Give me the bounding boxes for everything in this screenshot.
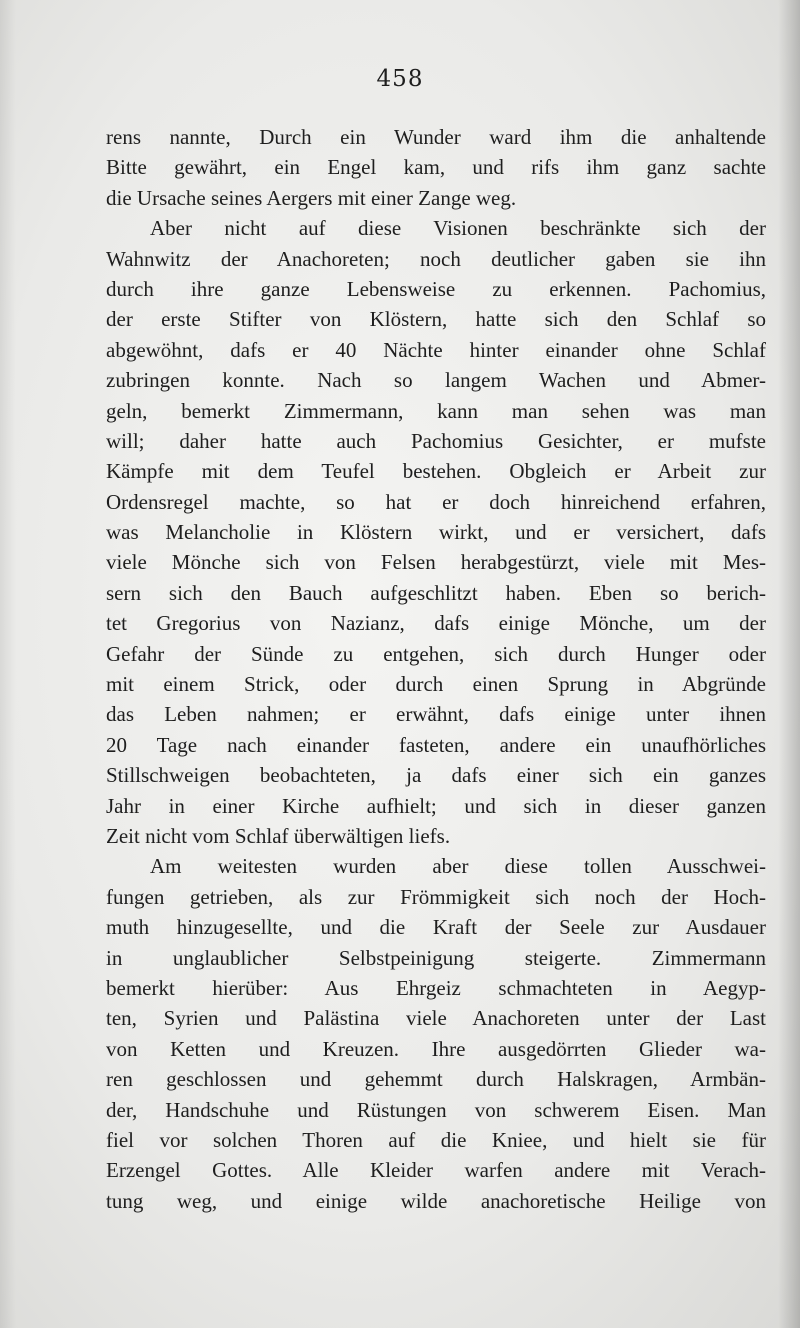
text-line: der, Handschuhe und Rüstungen von schwerem Eisen. Man [106,1097,766,1122]
text-line: Jahr in einer Kirche aufhielt; und sich in dieser ganzen [106,793,766,818]
text-line: ren geschlossen und gehemmt durch Halskragen, Armbän- [106,1067,766,1092]
text-line: fiel vor solchen Thoren auf die Kniee, und hielt sie für [106,1127,766,1152]
text-line: 20 Tage nach einander fasteten, andere ein unaufhörliches [106,732,766,757]
text-line: die Ursache seines Aergers mit einer Zange weg. [106,185,517,210]
text-line: tung weg, und einige wilde anachoretische Heilige von [106,1188,766,1213]
text-line: Am weitesten wurden aber diese tollen Ausschwei- [150,854,766,879]
text-line: muth hinzugesellte, und die Kraft der Seele zur Ausdauer [106,915,766,940]
text-line: Wahnwitz der Anachoreten; noch deutlicher gaben sie ihn [106,246,766,271]
text-line: ten, Syrien und Palästina viele Anachoreten unter der Last [106,1006,766,1031]
text-line: zubringen konnte. Nach so langem Wachen und Abmer- [106,368,766,393]
text-line: in unglaublicher Selbstpeinigung steigerte. Zimmermann [106,945,766,970]
text-line: was Melancholie in Klöstern wirkt, und er versichert, dafs [106,520,766,545]
text-line: Aber nicht auf diese Visionen beschränkte sich der [150,216,766,241]
text-line: abgewöhnt, dafs er 40 Nächte hinter einander ohne Schlaf [106,337,766,362]
text-line: Stillschweigen beobachteten, ja dafs einer sich ein ganzes [106,763,766,788]
text-line: fungen getrieben, als zur Frömmigkeit sich noch der Hoch- [106,884,766,909]
page-edge-shadow [778,0,800,1328]
text-line: durch ihre ganze Lebensweise zu erkennen. Pachomius, [106,276,766,301]
text-line: rens nannte, Durch ein Wunder ward ihm die anhaltende [106,125,766,149]
text-line: sern sich den Bauch aufgeschlitzt haben. Eben so berich- [106,580,766,605]
text-line: bemerkt hierüber: Aus Ehrgeiz schmachteten in Aegyp- [106,975,766,1000]
text-line: will; daher hatte auch Pachomius Gesichter, er mufste [106,428,766,453]
text-line: Erzengel Gottes. Alle Kleider warfen andere mit Verach- [106,1158,766,1183]
text-line: tet Gregorius von Nazianz, dafs einige Mönche, um der [106,611,766,636]
text-line: das Leben nahmen; er erwähnt, dafs einige unter ihnen [106,702,766,727]
body-text [106,122,766,1216]
text-line: mit einem Strick, oder durch einen Sprung in Abgründe [106,672,766,697]
text-line: von Ketten und Kreuzen. Ihre ausgedörrten Glieder wa- [106,1036,766,1061]
text-line: Kämpfe mit dem Teufel bestehen. Obgleich er Arbeit zur [106,459,766,484]
text-line: Ordensregel machte, so hat er doch hinreichend erfahren, [106,489,766,514]
page-gutter-shadow [0,0,16,1328]
text-line: Bitte gewährt, ein Engel kam, und rifs ihm ganz sachte [106,155,766,180]
text-line: Zeit nicht vom Schlaf überwältigen liefs. [106,823,451,848]
page-number: 458 [376,66,424,92]
text-line: viele Mönche sich von Felsen herabgestürzt, viele mit Mes- [106,550,766,575]
text-line: der erste Stifter von Klöstern, hatte sich den Schlaf so [106,307,766,332]
text-line: geln, bemerkt Zimmermann, kann man sehen was man [106,398,766,423]
text-line: Gefahr der Sünde zu entgehen, sich durch Hunger oder [106,641,766,666]
